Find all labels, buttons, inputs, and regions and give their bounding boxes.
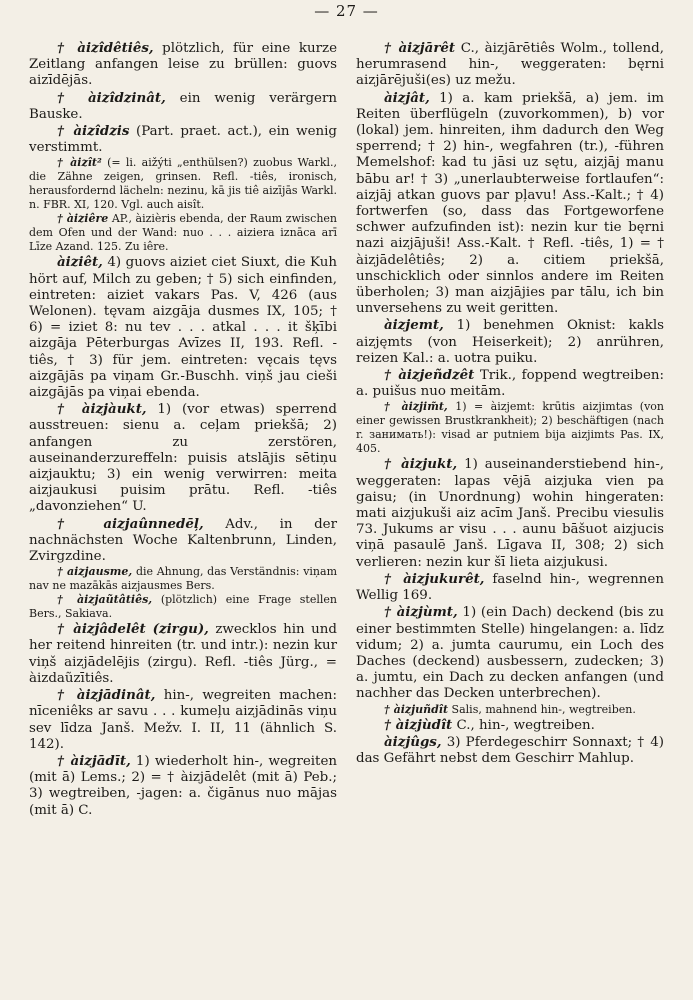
dictionary-entry bbox=[356, 734, 664, 767]
left-column bbox=[29, 40, 337, 819]
dictionary-entry bbox=[29, 565, 337, 593]
entry-text: 1) = àizjemt: krūtis aizjimtas (von einer gewissen Brustkrankheit); 2) beschäftigen (nach r. занимать!): visad ar putniem bija aizjimts Pas. IX, 405. bbox=[356, 400, 665, 456]
entry-headword: † aizjausme, bbox=[57, 565, 133, 579]
entry-text: AP., àizièris ebenda, der Raum zwischen dem Ofen und der Wand: nuo . . . aiziera iznāca arī Līze Azand. 125. Zu iêre. bbox=[29, 212, 337, 254]
right-column bbox=[356, 40, 664, 767]
entry-headword: † àizîdzis bbox=[57, 123, 130, 140]
dictionary-entry bbox=[356, 717, 664, 734]
dictionary-entry bbox=[356, 317, 664, 367]
entry-headword: † àizîdêtiês, bbox=[57, 40, 154, 56]
dictionary-entry bbox=[29, 401, 337, 515]
entry-headword: † aizjaûnnedēļ, bbox=[57, 515, 204, 532]
dictionary-entry bbox=[356, 456, 664, 570]
dictionary-entry bbox=[356, 703, 664, 717]
entry-text: 4) guovs aiziet ciet Siuxt, die Kuh hört auf, Milch zu geben; † 5) sich einfinden, eintreten: aiziet vakars Pas. V, 426 (aus Welonen). tęvam aizgāja dusmes IX, 105; † 6) = iziet 8: nu tev . . . atkal . . . it šķībi aizgāja Pēterburgas Avīzes II, 193. Refl. -tiês, † 3) für jem. eintreten: vęcais tęvs aizgājās pa viņam Gr.-Buschh. viņš jau cieši aizgājās pa viņai ebenda. bbox=[29, 255, 337, 401]
entry-headword: † àizjùmt, bbox=[384, 604, 458, 621]
page-number: — 27 — bbox=[314, 2, 379, 20]
dictionary-entry bbox=[29, 254, 337, 401]
dictionary-entry bbox=[356, 400, 664, 456]
entry-headword: † àizîdzinât, bbox=[57, 89, 166, 106]
entry-text: C., àizjārētiês Wolm., tollend, herumrasend hin-, weggeraten: bęrni aizjārējuši(es) uz mežu. bbox=[356, 41, 664, 89]
entry-headword: † àizjàukt, bbox=[57, 401, 147, 418]
entry-text: plötzlich, für eine kurze Zeitlang anfangen leise zu brüllen: guovs aizīdējās. bbox=[29, 41, 337, 89]
entry-text: zwecklos hin und her reitend hinreiten (tr. und intr.): nezin kur viņš aizjādelējis (zirgu). Refl. -tiês Jürg., = àizdaũzītiês. bbox=[29, 622, 337, 686]
entry-headword: † àizjâdelêt (zirgu), bbox=[57, 621, 209, 638]
entry-headword: † àizjukurêt, bbox=[384, 570, 485, 587]
dictionary-entry bbox=[29, 156, 337, 212]
entry-text: 1) (ein Dach) deckend (bis zu einer bestimmten Stelle) hingelangen: a. līdz vidum; 2) a. jumta caurumu, ein Loch des Daches (deckend) ausbessern, zudecken; 3) a. jumtu, ein Dach zu decken anfangen (und nachher das Decken unterbrechen). bbox=[356, 605, 664, 702]
entry-headword: àizjûgs, bbox=[384, 733, 442, 750]
entry-headword: † àizjādinât, bbox=[57, 687, 156, 704]
dictionary-entry bbox=[29, 687, 337, 753]
dictionary-entry bbox=[29, 593, 337, 621]
entry-headword: † àiziêre bbox=[57, 212, 109, 226]
entry-headword: † àizjùdît bbox=[384, 716, 453, 733]
entry-text: 1) a. kam priekšā, a) jem. im Reiten überflügeln (zuvorkommen), b) vor (lokal) jem. hinreiten, ihm dadurch den Weg sperrend; † 2) hin-, wegfahren (tr.), -führen Memelshof: kad tu jāsi uz sętu, aizjāj manu bābu ar! † 3) „unerlaubterweise fortlaufen“: aizjāj atkan guovs par pļavu! Ass.-Kalt.; † 4) fortwerfen (so, dass das Fortgeworfene schwer aufzufinden ist): nezin kur tie bęrni nazi aizjājuši! Ass.-Kalt. † Refl. -tiês, 1) = † àizjādelêtiês; 2) a. citiem priekšā, unschicklich oder sinnlos andere im Reiten überholen; 3) man aizjājies par tālu, ich bin unversehens zu weit geritten. bbox=[356, 90, 664, 317]
entry-text: (plötzlich) eine Frage stellen Bers., Sakiava. bbox=[29, 593, 337, 621]
entry-text: (Part. praet. act.), ein wenig verstimmt. bbox=[29, 124, 337, 156]
dictionary-entry bbox=[29, 753, 337, 819]
entry-text: hin-, wegreiten machen: nīceniêks ar savu . . . kumeļu aizjādinās viņu sev līdza Janš. Mežv. I. II, 11 (ähnlich S. 142). bbox=[29, 688, 338, 752]
entry-headword: † àizjeñdzêt bbox=[384, 367, 475, 384]
entry-text: (= li. aižýti „enthülsen?) zuobus Warkl., die Zähne zeigen, grinsen. Refl. -tiês, ironisch, herausfordernd lächeln: nezinu, kā jis tiê aizījās Warkl. n. FBR. XI, 120. Vgl. auch aisît. bbox=[29, 156, 337, 212]
dictionary-entry bbox=[356, 604, 664, 702]
entry-text: Adv., in der nachnächsten Woche Kaltenbrunn, Linden, Zvirgzdine. bbox=[29, 516, 337, 565]
entry-text: C., hin-, wegtreiben. bbox=[452, 717, 595, 733]
dictionary-entry bbox=[29, 90, 337, 123]
entry-headword: † àizjaũtâtiês, bbox=[57, 593, 153, 607]
dictionary-entry bbox=[356, 90, 664, 318]
entry-text: 3) Pferdegeschirr Sonnaxt; † 4) das Gefährt nebst dem Geschirr Mahlup. bbox=[356, 734, 664, 766]
dictionary-entry bbox=[29, 40, 337, 90]
entry-headword: † àizjim̃t, bbox=[384, 400, 448, 414]
entry-text: Trik., foppend wegtreiben: a. puišus nuo meitām. bbox=[356, 368, 665, 400]
entry-text: Salis, mahnend hin-, wegtreiben. bbox=[448, 702, 636, 716]
entry-text: 1) auseinanderstiebend hin-, weggeraten: lapas vējā aizjuka vien pa gaisu; (in Unordnung) wohin hingeraten: mati aizjukuši aiz acīm Janš. Precibu viesulis 73. Jukums ar visu . . . aunu bāšuot aizjucis viņā pasaulē Janš. Līgava II, 308; 2) sich verlieren: nezin kur šī lieta aizjukusi. bbox=[356, 457, 664, 570]
dictionary-entry bbox=[356, 40, 664, 90]
entry-headword: † àizjādīt, bbox=[57, 752, 131, 769]
entry-text: ein wenig verärgern Bauske. bbox=[29, 90, 338, 122]
entry-headword: àizjemt, bbox=[384, 317, 444, 334]
entry-headword: † àizît² bbox=[57, 156, 102, 170]
entry-text: die Ahnung, das Verständnis: viņam nav ne mazākās aizjausmes Bers. bbox=[29, 565, 337, 593]
dictionary-entry bbox=[29, 516, 337, 566]
dictionary-entry bbox=[356, 571, 664, 604]
entry-headword: † àizjukt, bbox=[384, 456, 458, 473]
entry-headword: † àizjārêt bbox=[384, 40, 456, 56]
entry-text: 1) (vor etwas) sperrend ausstreuen: sienu a. ceļam priekšā; 2) anfangen zu zerstören, auseinanderzureffeln: puisis atslājis sētiņu aizjauktu; 3) ein wenig verwirren: meita aizjaukusi puisim prātu. Refl. -tiês „davonziehen“ U. bbox=[29, 402, 337, 515]
entry-headword: àiziêt, bbox=[57, 254, 103, 271]
entry-headword: àizjât, bbox=[384, 89, 430, 106]
dictionary-entry bbox=[29, 621, 337, 687]
entry-text: faselnd hin-, wegrennen Wellig 169. bbox=[356, 571, 664, 604]
dictionary-entry bbox=[29, 212, 337, 254]
entry-headword: † àizjuñdît bbox=[384, 702, 449, 716]
entry-text: 1) wiederholt hin-, wegreiten (mit ā) Lems.; 2) = † àizjādelêt (mit ā) Peb.; 3) wegtreiben, -jagen: a. čigānus nuo mājas (mit ā) C. bbox=[29, 753, 337, 818]
dictionary-entry bbox=[29, 123, 337, 156]
entry-text: 1) benehmen Oknist: kakls aizjęmts (von Heiserkeit); 2) anrühren, reizen Kal.: a. uotra puiku. bbox=[356, 318, 664, 366]
dictionary-entry bbox=[356, 367, 664, 400]
